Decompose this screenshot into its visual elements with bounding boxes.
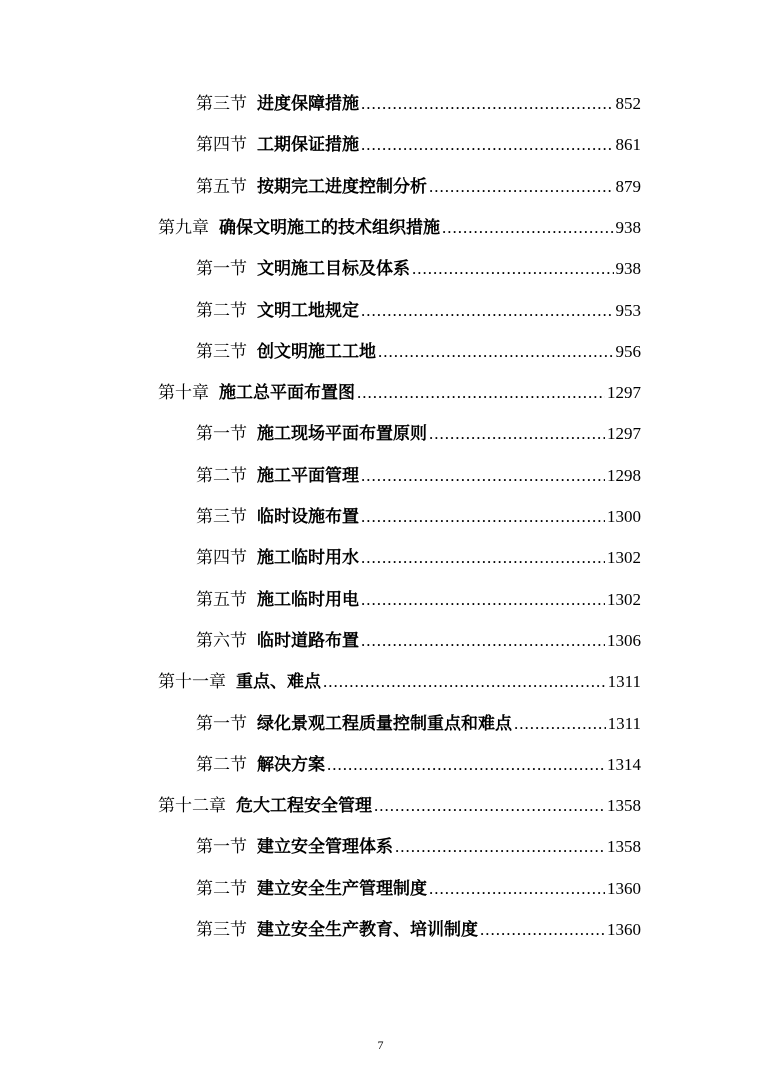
- toc-section-row[interactable]: [196, 130, 641, 160]
- dot-leader: [442, 213, 614, 243]
- toc-entry-title: 绿化景观工程质量控制重点和难点: [257, 714, 512, 734]
- toc-entry-title: 施工临时用水: [257, 548, 359, 568]
- toc-entry-page: 1297: [607, 424, 641, 443]
- toc-section-row[interactable]: [196, 296, 641, 326]
- toc-entry-page: 938: [615, 259, 641, 278]
- toc-entry-title: 重点、难点: [236, 672, 321, 692]
- dot-leader: [323, 667, 606, 697]
- toc-section-row[interactable]: [196, 172, 641, 202]
- toc-entry-title: 施工平面管理: [257, 466, 359, 486]
- dot-leader: [429, 419, 605, 449]
- toc-section-row[interactable]: [196, 585, 641, 615]
- toc-entry-number: 第五节: [196, 177, 247, 197]
- toc-entry-page: 1297: [607, 383, 641, 402]
- toc-entry-number: 第一节: [196, 424, 247, 444]
- toc-entry-number: 第十一章: [158, 672, 226, 692]
- toc-section-row[interactable]: [196, 750, 641, 780]
- toc-entry-number: 第二节: [196, 879, 247, 899]
- toc-entry-title: 进度保障措施: [257, 94, 359, 114]
- toc-entry-number: 第九章: [158, 218, 209, 238]
- toc-section-row[interactable]: [196, 502, 641, 532]
- toc-entry-number: 第六节: [196, 631, 247, 651]
- toc-entry-number: 第一节: [196, 837, 247, 857]
- dot-leader: [429, 172, 614, 202]
- toc-entry-page: 1311: [607, 714, 641, 733]
- toc-section-row[interactable]: [196, 543, 641, 573]
- toc-entry-page: 1358: [607, 837, 641, 856]
- toc-entry-page: 956: [615, 342, 641, 361]
- toc-entry-title: 建立安全生产教育、培训制度: [257, 920, 478, 940]
- toc-entry-page: 1358: [607, 796, 641, 815]
- dot-leader: [480, 915, 605, 945]
- toc-entry-page: 1311: [607, 672, 641, 691]
- toc-entry-title: 文明工地规定: [257, 301, 359, 321]
- dot-leader: [514, 709, 606, 739]
- toc-entry-number: 第二节: [196, 301, 247, 321]
- dot-leader: [361, 461, 605, 491]
- toc-entry-number: 第二节: [196, 755, 247, 775]
- toc-entry-title: 临时道路布置: [257, 631, 359, 651]
- dot-leader: [361, 89, 614, 119]
- page-number: 7: [377, 1038, 384, 1052]
- dot-leader: [395, 832, 605, 862]
- dot-leader: [361, 130, 614, 160]
- toc-entry-page: 1360: [607, 879, 641, 898]
- toc-entry-number: 第二节: [196, 466, 247, 486]
- toc-entry-page: 1314: [607, 755, 641, 774]
- toc-section-row[interactable]: [196, 419, 641, 449]
- toc-entry-page: 938: [615, 218, 641, 237]
- toc-chapter-row[interactable]: [158, 378, 641, 408]
- toc-section-row[interactable]: [196, 874, 641, 904]
- toc-entry-number: 第一节: [196, 259, 247, 279]
- dot-leader: [361, 296, 614, 326]
- dot-leader: [378, 337, 614, 367]
- toc-entry-title: 确保文明施工的技术组织措施: [219, 218, 440, 238]
- toc-entry-number: 第五节: [196, 590, 247, 610]
- toc-entry-page: 1302: [607, 548, 641, 567]
- toc-entry-page: 852: [615, 94, 641, 113]
- dot-leader: [412, 254, 614, 284]
- toc-entry-title: 解决方案: [257, 755, 325, 775]
- dot-leader: [357, 378, 605, 408]
- toc-entry-page: 953: [615, 301, 641, 320]
- toc-entry-page: 1300: [607, 507, 641, 526]
- toc-entry-title: 施工现场平面布置原则: [257, 424, 427, 444]
- toc-section-row[interactable]: [196, 254, 641, 284]
- dot-leader: [327, 750, 605, 780]
- toc-entry-title: 临时设施布置: [257, 507, 359, 527]
- dot-leader: [374, 791, 605, 821]
- toc-section-row[interactable]: [196, 461, 641, 491]
- toc-entry-number: 第四节: [196, 548, 247, 568]
- dot-leader: [429, 874, 605, 904]
- toc-entry-number: 第十章: [158, 383, 209, 403]
- toc-entry-page: 861: [615, 135, 641, 154]
- toc-chapter-row[interactable]: [158, 667, 641, 697]
- toc-section-row[interactable]: [196, 89, 641, 119]
- toc-entry-title: 建立安全管理体系: [257, 837, 393, 857]
- toc-entry-page: 879: [615, 177, 641, 196]
- toc-entry-page: 1298: [607, 466, 641, 485]
- toc-entry-title: 文明施工目标及体系: [257, 259, 410, 279]
- toc-entry-title: 危大工程安全管理: [236, 796, 372, 816]
- toc-section-row[interactable]: [196, 709, 641, 739]
- toc-entry-number: 第十二章: [158, 796, 226, 816]
- toc-entry-page: 1360: [607, 920, 641, 939]
- toc-section-row[interactable]: [196, 337, 641, 367]
- toc-entry-page: 1306: [607, 631, 641, 650]
- toc-entry-title: 创文明施工工地: [257, 342, 376, 362]
- toc-chapter-row[interactable]: [158, 791, 641, 821]
- toc-entry-number: 第三节: [196, 342, 247, 362]
- toc-entry-title: 施工临时用电: [257, 590, 359, 610]
- toc-entry-title: 建立安全生产管理制度: [257, 879, 427, 899]
- toc-entry-number: 第一节: [196, 714, 247, 734]
- dot-leader: [361, 543, 605, 573]
- toc-entry-number: 第三节: [196, 94, 247, 114]
- toc-entry-title: 工期保证措施: [257, 135, 359, 155]
- toc-entry-number: 第三节: [196, 920, 247, 940]
- toc-section-row[interactable]: [196, 832, 641, 862]
- dot-leader: [361, 626, 605, 656]
- toc-entry-number: 第四节: [196, 135, 247, 155]
- toc-section-row[interactable]: [196, 915, 641, 945]
- toc-section-row[interactable]: [196, 626, 641, 656]
- toc-chapter-row[interactable]: [158, 213, 641, 243]
- dot-leader: [361, 502, 605, 532]
- toc-entry-title: 按期完工进度控制分析: [257, 177, 427, 197]
- dot-leader: [361, 585, 605, 615]
- toc-entry-number: 第三节: [196, 507, 247, 527]
- toc-entry-title: 施工总平面布置图: [219, 383, 355, 403]
- toc-entry-page: 1302: [607, 590, 641, 609]
